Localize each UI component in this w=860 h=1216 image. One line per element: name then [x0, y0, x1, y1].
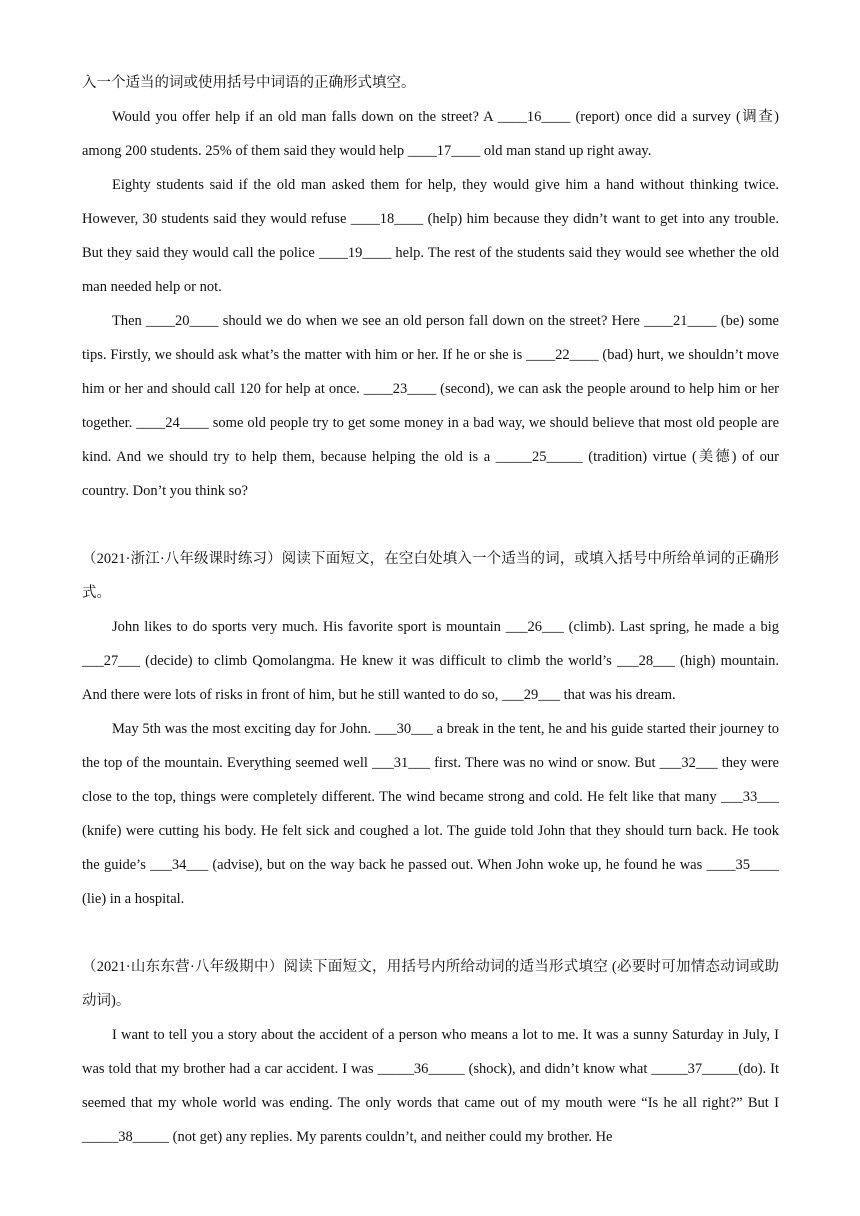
document-page [82, 66, 779, 1154]
section2-paragraph-1: John likes to do sports very much. His favorite sport is mountain ___26___ (climb). Last spring, he made a big ___27___ (decide) to climb Qomolangma. He knew it was difficult to climb the world’s ___28___ (high) mountain. And there were lots of risks in front of him, but he still wanted to do so, ___29___ that was his dream. [82, 619, 779, 703]
section1-paragraph-2: Eighty students said if the old man asked them for help, they would give him a hand without thinking twice. However, 30 students said they would refuse ____18____ (help) him because they didn’t want to get into any trouble. But they said they would call the police ____19____ help. The rest of the students said they would see whether the old man needed help or not. [82, 177, 779, 295]
section3-heading: （2021·山东东营·八年级期中）阅读下面短文，用括号内所给动词的适当形式填空 (必要时可加情态动词或助动词)。 [82, 959, 779, 1009]
section1-paragraph-3: Then ____20____ should we do when we see an old person fall down on the street? Here ____21____ (be) some tips. Firstly, we should ask what’s the matter with him or her. If he or she is ____22____ (bad) hurt, we shouldn’t move him or her and should call 120 for help at once. ____23____ (second), we can ask the people around to help him or her together. ____24____ some old people try to get some money in a bad way, we should believe that most old people are kind. And we should try to help them, because helping the old is a _____25_____ (tradition) virtue (美德) of our country. Don’t you think so? [82, 313, 779, 499]
section1-paragraph-1: Would you offer help if an old man falls down on the street? A ____16____ (report) once did a survey (调查) among 200 students. 25% of them said they would help ____17____ old man stand up right away. [82, 109, 779, 159]
section3-paragraph-1: I want to tell you a story about the accident of a person who means a lot to me. It was a sunny Saturday in July, I was told that my brother had a car accident. I was _____36_____ (shock), and didn’t know what _____37_____(do). It seemed that my whole world was ending. The only words that came out of my mouth were “Is he all right?” But I _____38_____ (not get) any replies. My parents couldn’t, and neither could my brother. He [82, 1027, 779, 1145]
section-spacer [82, 916, 779, 950]
section2-heading: （2021·浙江·八年级课时练习）阅读下面短文，在空白处填入一个适当的词，或填入括号中所给单词的正确形式。 [82, 551, 779, 601]
section2-paragraph-2: May 5th was the most exciting day for John. ___30___ a break in the tent, he and his guide started their journey to the top of the mountain. Everything seemed well ___31___ first. There was no wind or snow. But ___32___ they were close to the top, things were completely different. The wind became strong and cold. He felt like that many ___33___ (knife) were cutting his body. He felt sick and coughed a lot. The guide told John that they should turn back. He took the guide’s ___34___ (advise), but on the way back he passed out. When John woke up, he found he was ____35____ (lie) in a hospital. [82, 721, 779, 907]
section1-intro-tail: 入一个适当的词或使用括号中词语的正确形式填空。 [82, 75, 416, 91]
section-spacer [82, 508, 779, 542]
